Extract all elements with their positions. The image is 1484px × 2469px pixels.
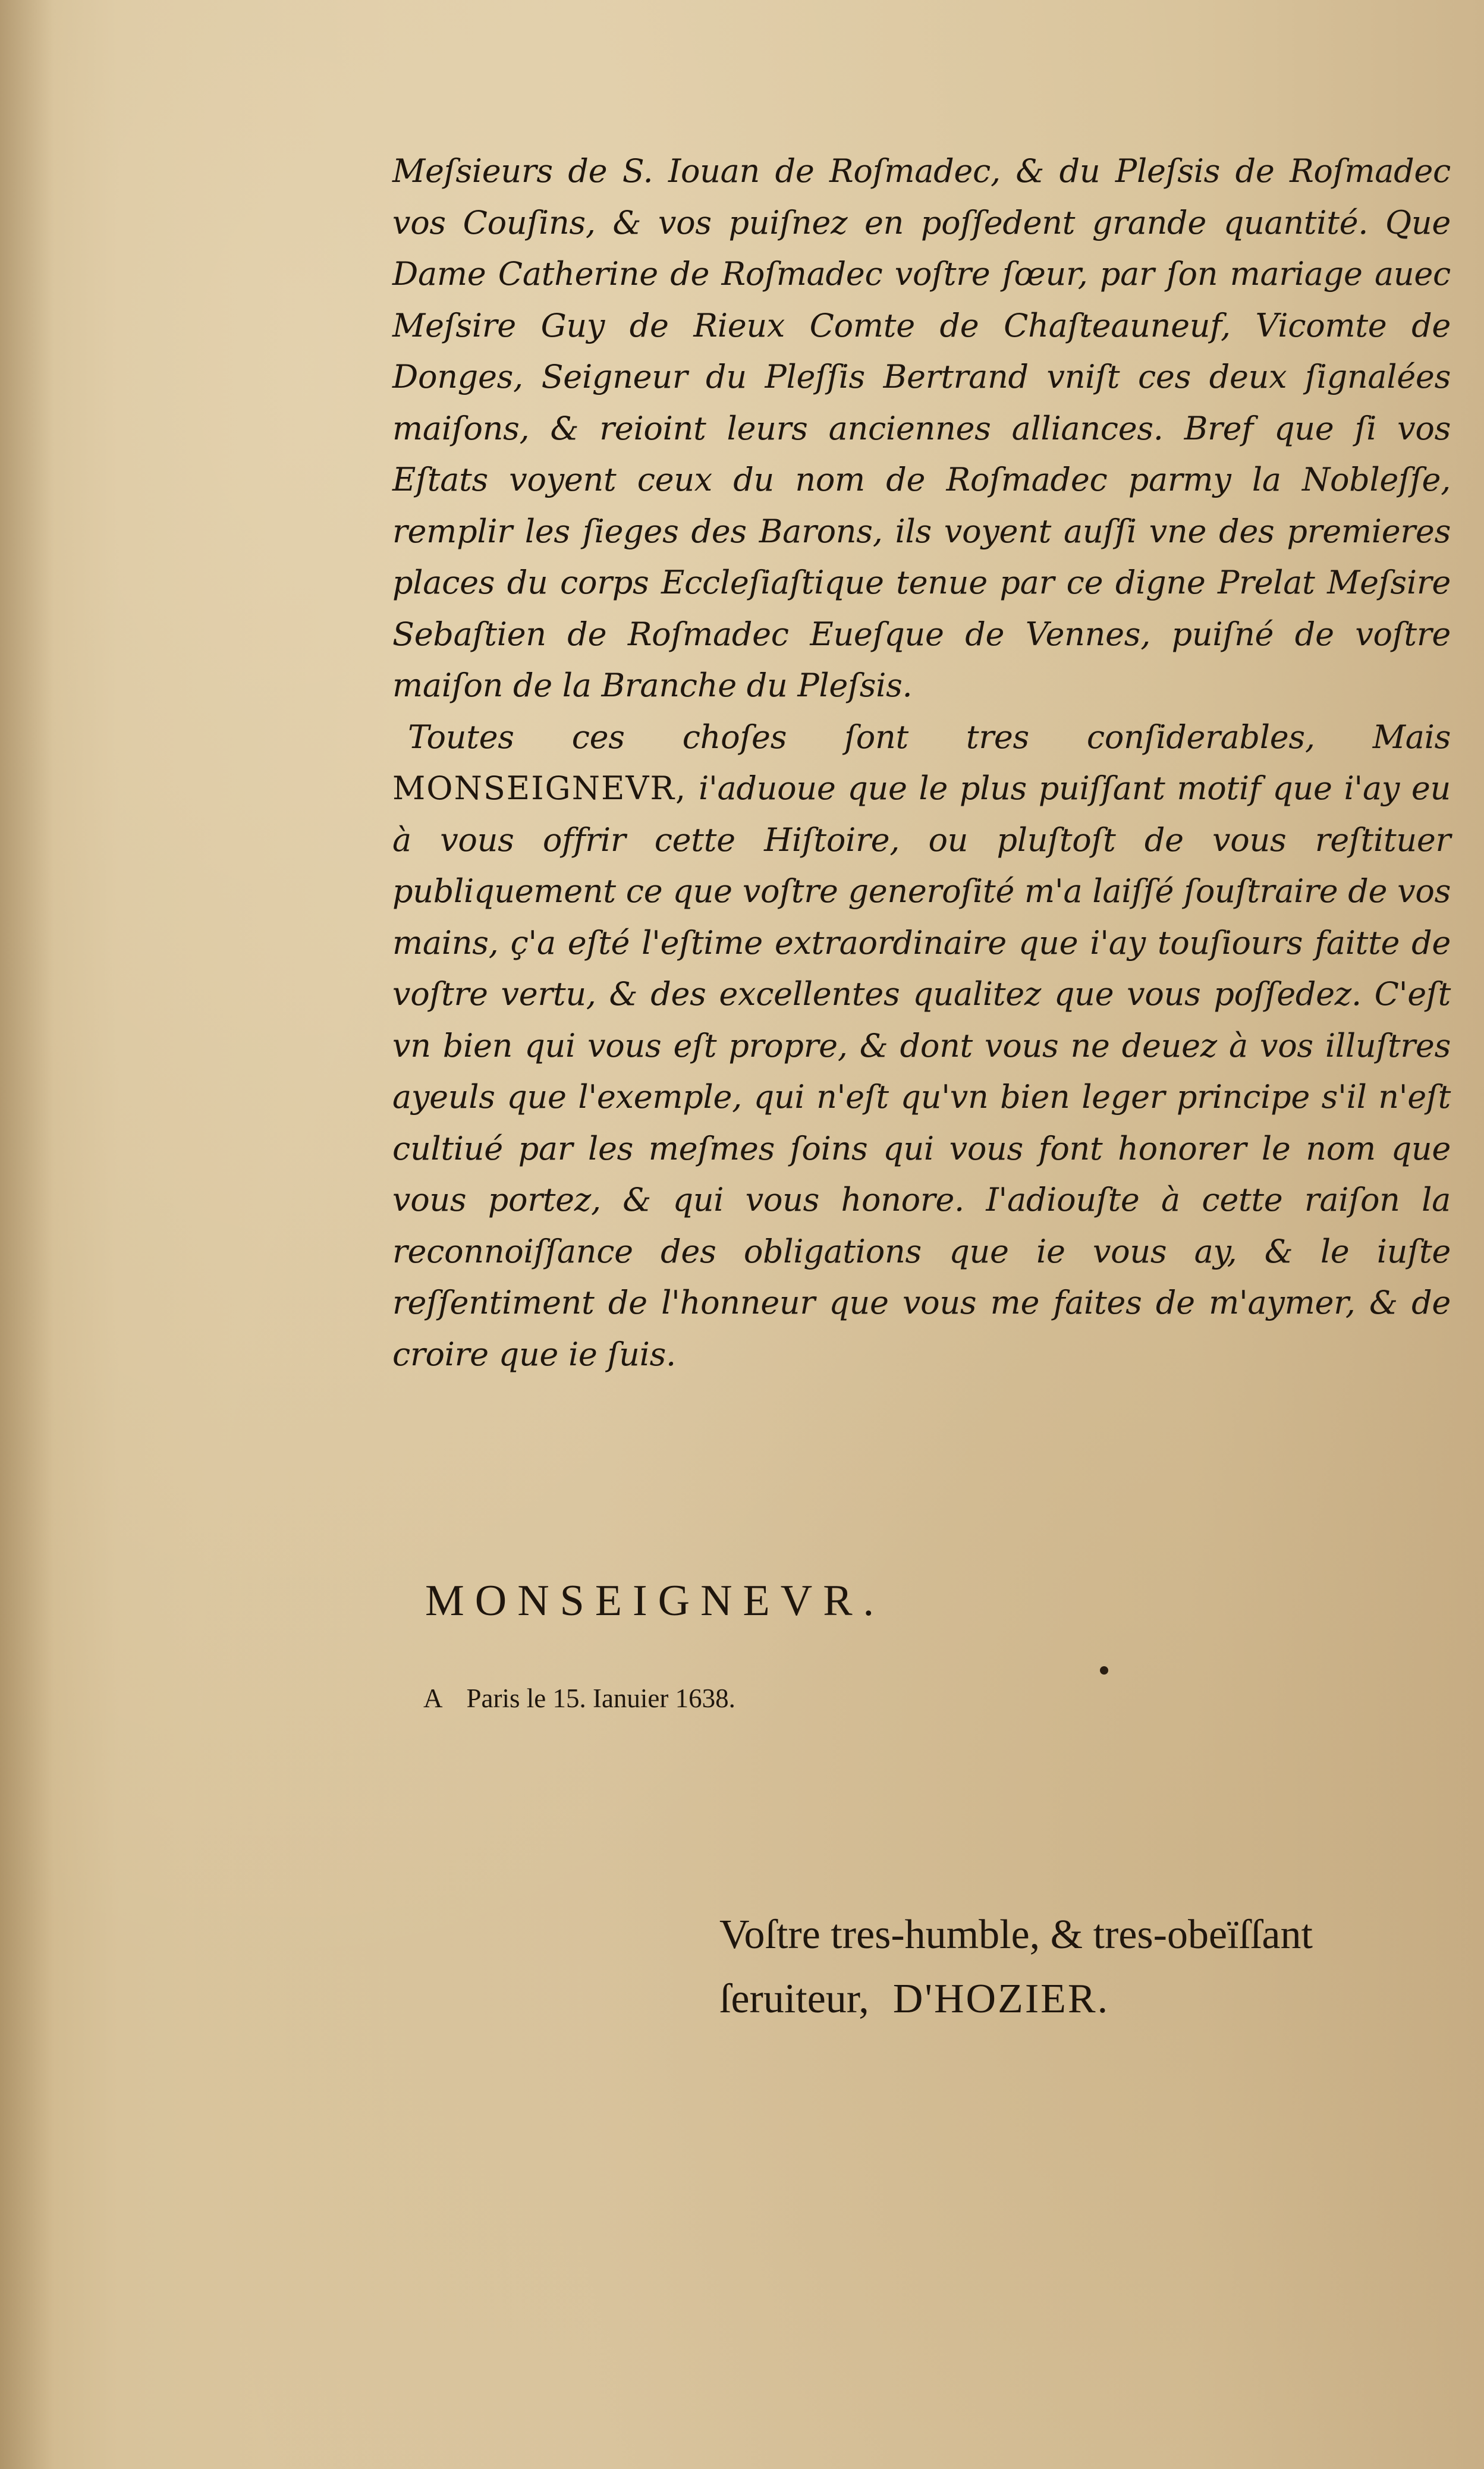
letter-paragraph-1: Meſsieurs de S. Iouan de Roſmadec, & du Pleſsis de Roſmadec vos Couſins, & vos puiſnez en poſſedent grande quantité. Que Dame Catherine de Roſmadec voſtre ſœur, par ſon mariage auec Meſsire Guy de Rieux Comte de Chaſteauneuf, Vicomte de Donges, Seigneur du Pleſſis Bertrand vniſt ces deux ſignalées maiſons, & reioint leurs anciennes alliances. Bref que ſi vos Eſtats voyent ceux du nom de Roſmadec parmy la Nobleſſe, remplir les ſieges des Barons, ils voyent auſſi vne des premieres places du corps Eccleſiaſtique tenue par ce digne Prelat Meſsire Sebaſtien de Roſmadec Eueſque de Vennes, puiſné de voſtre maiſon de la Branche du Pleſsis. — [392, 152, 1451, 704]
author-name: D'HOZIER. — [892, 1976, 1110, 2022]
paragraph-2-rest: i'aduoue que le plus puiſſant motif que i'ay eu à vous offrir cette Hiſtoire, ou pluſtoſt de vous reſtituer publiquement ce que voſtre generoſité m'a laiſſé ſouſtraire de vos mains, ç'a eſté l'eſtime extraordinaire que i'ay touſiours faitte de voſtre vertu, & des excellentes qualitez que vous poſſedez. C'eſt vn bien qui vous eſt propre, & dont vous ne deuez à vos illuſtres ayeuls que l'exemple, qui n'eſt qu'vn bien leger principe s'il n'eſt cultiué par les meſmes ſoins qui vous font honorer le nom que vous portez, & qui vous honore. I'adiouſte à cette raiſon la reconnoiſſance des obligations que ie vous ay, & le iuſte reſſentiment de l'honneur que vous me faites de m'aymer, & de croire que ie ſuis. — [392, 769, 1451, 1373]
signoff — [719, 1903, 1313, 2031]
signoff-line-2 — [719, 1967, 1313, 2031]
binding-shadow — [0, 0, 54, 2469]
dateline-prefix: A — [423, 1683, 443, 1713]
ink-speck — [1100, 1666, 1108, 1675]
signoff-line-1: Voſtre tres-humble, & tres-obeïſſant — [719, 1912, 1313, 1958]
paragraph-2-monseigneur: MONSEIGNEVR, — [392, 769, 687, 807]
letter-paragraph-2 — [392, 712, 1451, 1381]
paragraph-2-start: Toutes ces choſes ſont tres conſiderables, Mais — [408, 718, 1451, 756]
salutation: MONSEIGNEVR. — [425, 1576, 885, 1625]
letter-body — [392, 146, 1451, 1380]
dateline-text: Paris le 15. Ianuier 1638. — [466, 1683, 735, 1713]
signoff-servant: ſeruiteur, — [719, 1976, 869, 2022]
dateline — [423, 1683, 735, 1714]
